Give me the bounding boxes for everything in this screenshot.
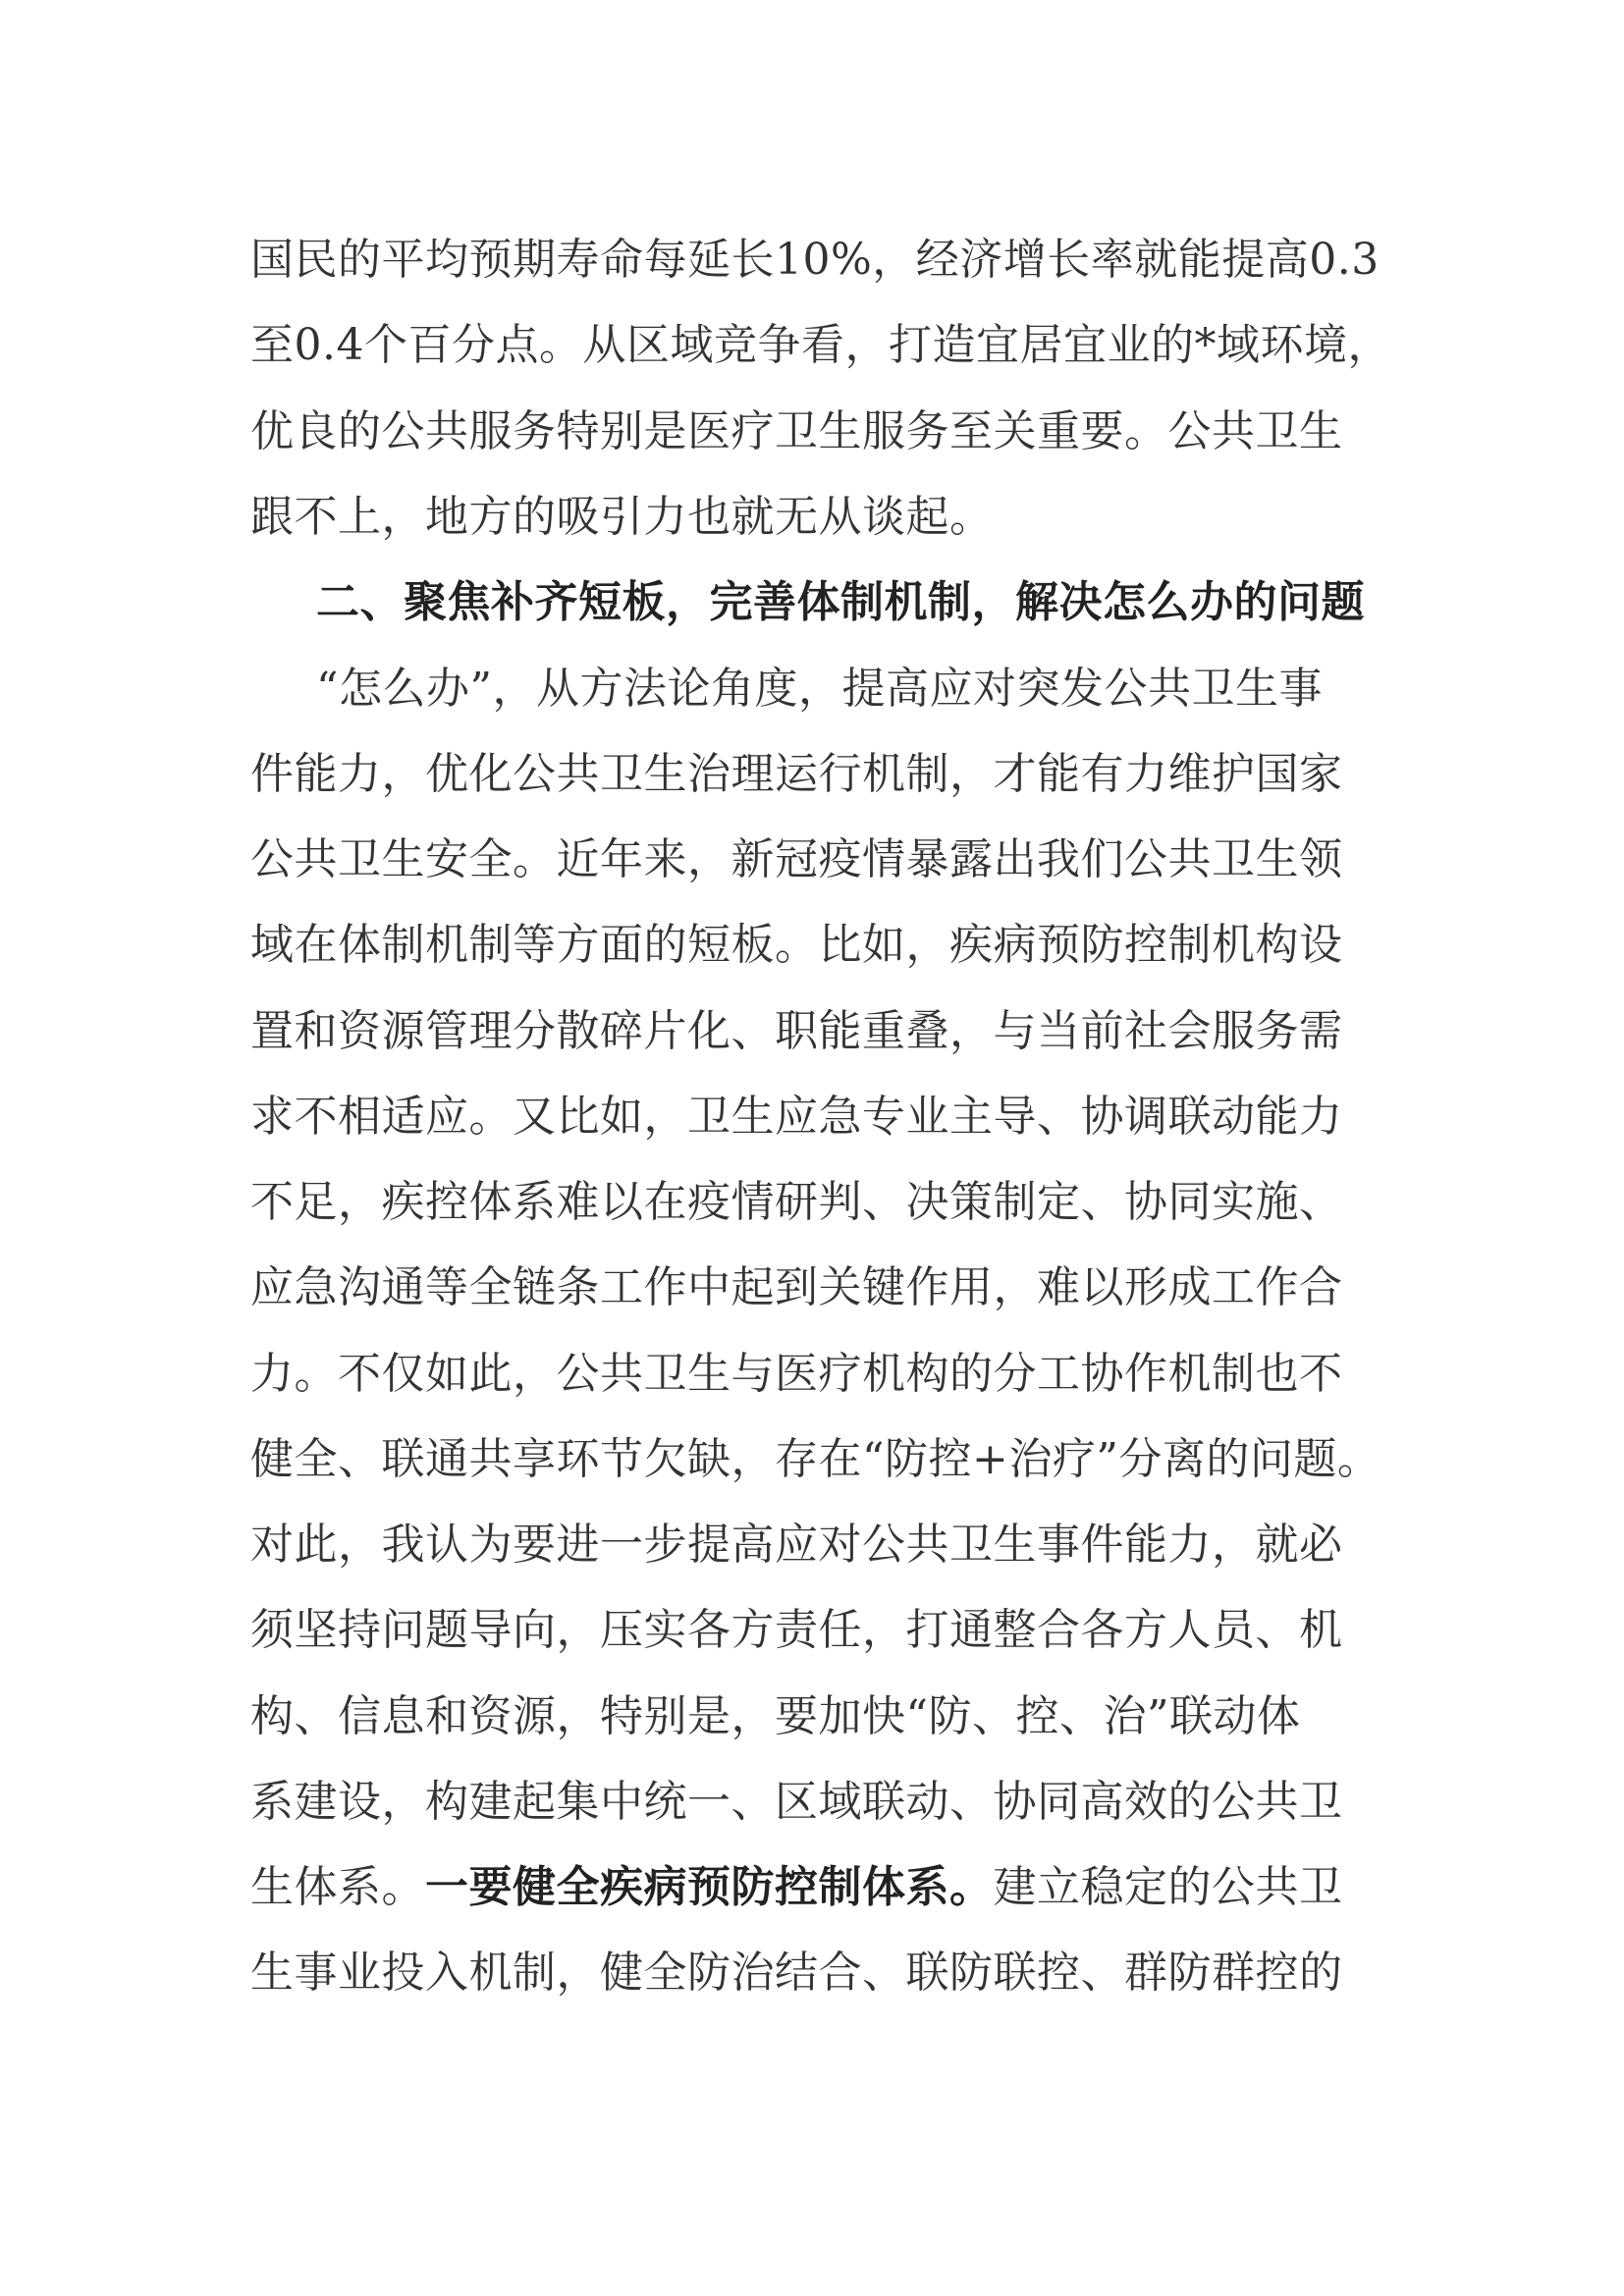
text-line: 构、信息和资源，特别是，要加快“防、控、治”联动体: [250, 1691, 1301, 1741]
text-line: “怎么办”，从方法论角度，提高应对突发公共卫生事: [316, 664, 1323, 714]
text-line: 不足，疾控体系难以在疫情研判、决策制定、协同实施、: [250, 1177, 1343, 1227]
text-line: 件能力，优化公共卫生治理运行机制，才能有力维护国家: [250, 749, 1343, 799]
text-line: 域在体制机制等方面的短板。比如，疾病预防控制机构设: [250, 920, 1343, 970]
text-line: 对此，我认为要进一步提高应对公共卫生事件能力，就必: [250, 1520, 1343, 1570]
text-line: 须坚持问题导向，压实各方责任，打通整合各方人员、机: [250, 1605, 1343, 1655]
text-line: 优良的公共服务特别是医疗卫生服务至关重要。公共卫生: [250, 406, 1343, 456]
text-line: 健全、联通共享环节欠缺，存在“防控+治疗”分离的问题。: [250, 1434, 1381, 1484]
text-line: 公共卫生安全。近年来，新冠疫情暴露出我们公共卫生领: [250, 834, 1343, 884]
text-line: 应急沟通等全链条工作中起到关键作用，难以形成工作合: [250, 1262, 1343, 1312]
text-line: 系建设，构建起集中统一、区域联动、协同高效的公共卫: [250, 1777, 1343, 1827]
text-line: 置和资源管理分散碎片化、职能重叠，与当前社会服务需: [250, 1006, 1343, 1056]
text-line: 跟不上，地方的吸引力也就无从谈起。: [250, 492, 994, 542]
text-line: 至0.4个百分点。从区域竞争看，打造宜居宜业的*域环境，: [250, 320, 1391, 370]
text-line: 国民的平均预期寿命每延长10%，经济增长率就能提高0.3: [250, 235, 1380, 285]
text-line: 力。不仅如此，公共卫生与医疗机构的分工协作机制也不: [250, 1349, 1343, 1399]
text-line: [250, 1862, 1343, 1912]
text-line: 生事业投入机制，健全防治结合、联防联控、群防群控的: [250, 1948, 1343, 1998]
bold-emphasis: 一要健全疾病预防控制体系。: [425, 1862, 994, 1912]
text-line: 求不相适应。又比如，卫生应急专业主导、协调联动能力: [250, 1092, 1343, 1142]
text-span: 生体系。: [250, 1862, 425, 1912]
text-span: 建立稳定的公共卫: [993, 1862, 1343, 1912]
section-heading: 二、聚焦补齐短板，完善体制机制，解决怎么办的问题: [316, 577, 1365, 627]
